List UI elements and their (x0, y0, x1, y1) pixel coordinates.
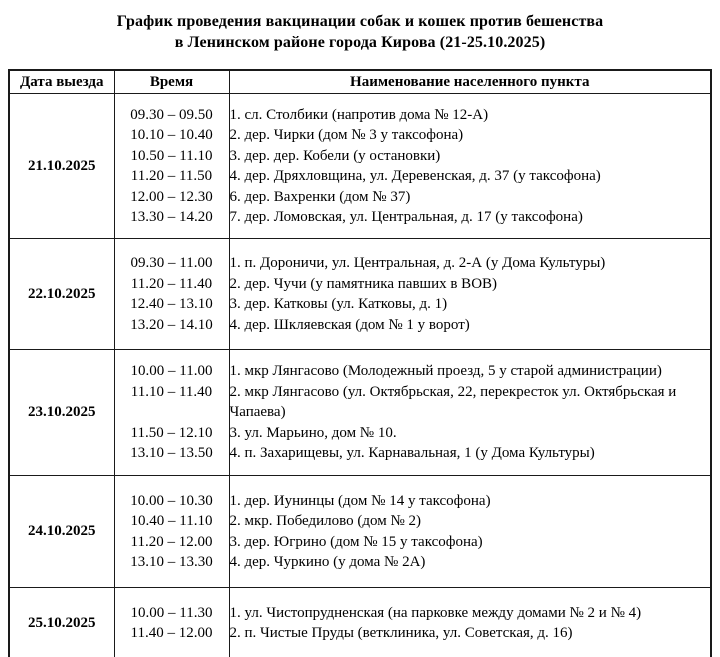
location-item: 4. дер. Дряхловщина, ул. Деревенская, д. 37 (у таксофона) (229, 168, 601, 184)
document-title (0, 0, 720, 53)
time-line: 11.20 – 11.50 (130, 168, 213, 184)
location-item: 3. ул. Марьино, дом № 10. (229, 424, 397, 441)
location-item: 3. дер. дер. Кобели (у остановки) (229, 147, 441, 164)
table-row-22-10 (9, 239, 711, 350)
location-item: 6. дер. Вахренки (дом № 37) (229, 188, 411, 205)
time-line: 11.10 – 11.40 (130, 383, 213, 400)
time-line: 13.10 – 13.30 (130, 554, 213, 570)
time-line: 11.40 – 12.00 (130, 625, 213, 641)
location-item: 2. дер. Чучи (у памятника павших в ВОВ) (229, 275, 498, 292)
date-cell: 21.10.2025 (9, 94, 114, 239)
date-cell: 24.10.2025 (9, 476, 114, 588)
time-line: 11.20 – 11.40 (130, 275, 213, 292)
location-cell (229, 350, 711, 476)
time-cell (114, 239, 229, 350)
time-line (115, 402, 229, 423)
location-item: 7. дер. Ломовская, ул. Центральная, д. 17 (у таксофона) (229, 209, 583, 225)
time-line: 13.20 – 14.10 (130, 316, 213, 333)
time-line: 11.20 – 12.00 (130, 533, 213, 550)
location-item: 1. сл. Столбики (напротив дома № 12-А) (229, 106, 489, 123)
time-line: 09.30 – 09.50 (130, 106, 213, 123)
location-cell (229, 588, 711, 657)
time-line: 13.30 – 14.20 (130, 209, 213, 225)
time-line: 11.50 – 12.10 (130, 424, 213, 441)
location-cell (229, 239, 711, 350)
header-location: Наименование населенного пункта (229, 70, 711, 94)
time-cell (114, 588, 229, 657)
location-cell (229, 94, 711, 239)
header-date: Дата выезда (9, 70, 114, 94)
header-row (9, 70, 711, 94)
vaccination-schedule-table (8, 69, 712, 657)
location-item: 1. дер. Иунинцы (дом № 14 у таксофона) (229, 492, 491, 509)
time-line: 09.30 – 11.00 (130, 255, 213, 271)
time-line: 10.10 – 10.40 (130, 127, 213, 143)
time-line: 10.50 – 11.10 (130, 147, 213, 164)
table-row-23-10 (9, 350, 711, 476)
location-item: 2. мкр. Победилово (дом № 2) (229, 513, 422, 529)
time-cell (114, 94, 229, 239)
date-cell: 22.10.2025 (9, 239, 114, 350)
location-item: 4. дер. Чуркино (у дома № 2А) (229, 554, 426, 570)
time-line: 12.40 – 13.10 (130, 296, 213, 312)
table-row-25-10 (9, 588, 711, 657)
header-time: Время (114, 70, 229, 94)
table-row-24-10 (9, 476, 711, 588)
time-line: 10.40 – 11.10 (130, 513, 213, 529)
location-item: 3. дер. Катковы (ул. Катковы, д. 1) (229, 296, 448, 312)
time-cell (114, 476, 229, 588)
title-line-2: в Ленинском районе города Кирова (21-25.10.2025) (174, 34, 546, 51)
location-item: 1. мкр Лянгасово (Молодежный проезд, 5 у старой администрации) (229, 363, 662, 380)
time-line: 10.00 – 11.30 (130, 604, 213, 621)
time-line: 10.00 – 10.30 (130, 492, 213, 509)
location-item: 3. дер. Югрино (дом № 15 у таксофона) (229, 533, 483, 550)
title-line-1: График проведения вакцинации собак и кошек против бешенства (116, 13, 604, 30)
table-row-21-10 (9, 94, 711, 239)
time-cell (114, 350, 229, 476)
location-item: 2. мкр Лянгасово (ул. Октябрьская, 22, перекресток ул. Октябрьская и Чапаева) (229, 383, 677, 421)
location-item: 4. п. Захарищевы, ул. Карнавальная, 1 (у Дома Культуры) (229, 445, 595, 462)
location-item: 2. п. Чистые Пруды (ветклиника, ул. Советская, д. 16) (229, 625, 573, 641)
time-line: 12.00 – 12.30 (130, 188, 213, 205)
time-line: 10.00 – 11.00 (130, 363, 213, 380)
date-cell: 23.10.2025 (9, 350, 114, 476)
location-item: 2. дер. Чирки (дом № 3 у таксофона) (229, 127, 464, 143)
location-item: 1. ул. Чистопрудненская (на парковке между домами № 2 и № 4) (229, 604, 642, 621)
location-cell (229, 476, 711, 588)
date-cell: 25.10.2025 (9, 588, 114, 657)
location-item: 1. п. Дороничи, ул. Центральная, д. 2-А (у Дома Культуры) (229, 255, 606, 271)
location-item: 4. дер. Шкляевская (дом № 1 у ворот) (229, 316, 470, 333)
time-line: 13.10 – 13.50 (130, 445, 213, 462)
